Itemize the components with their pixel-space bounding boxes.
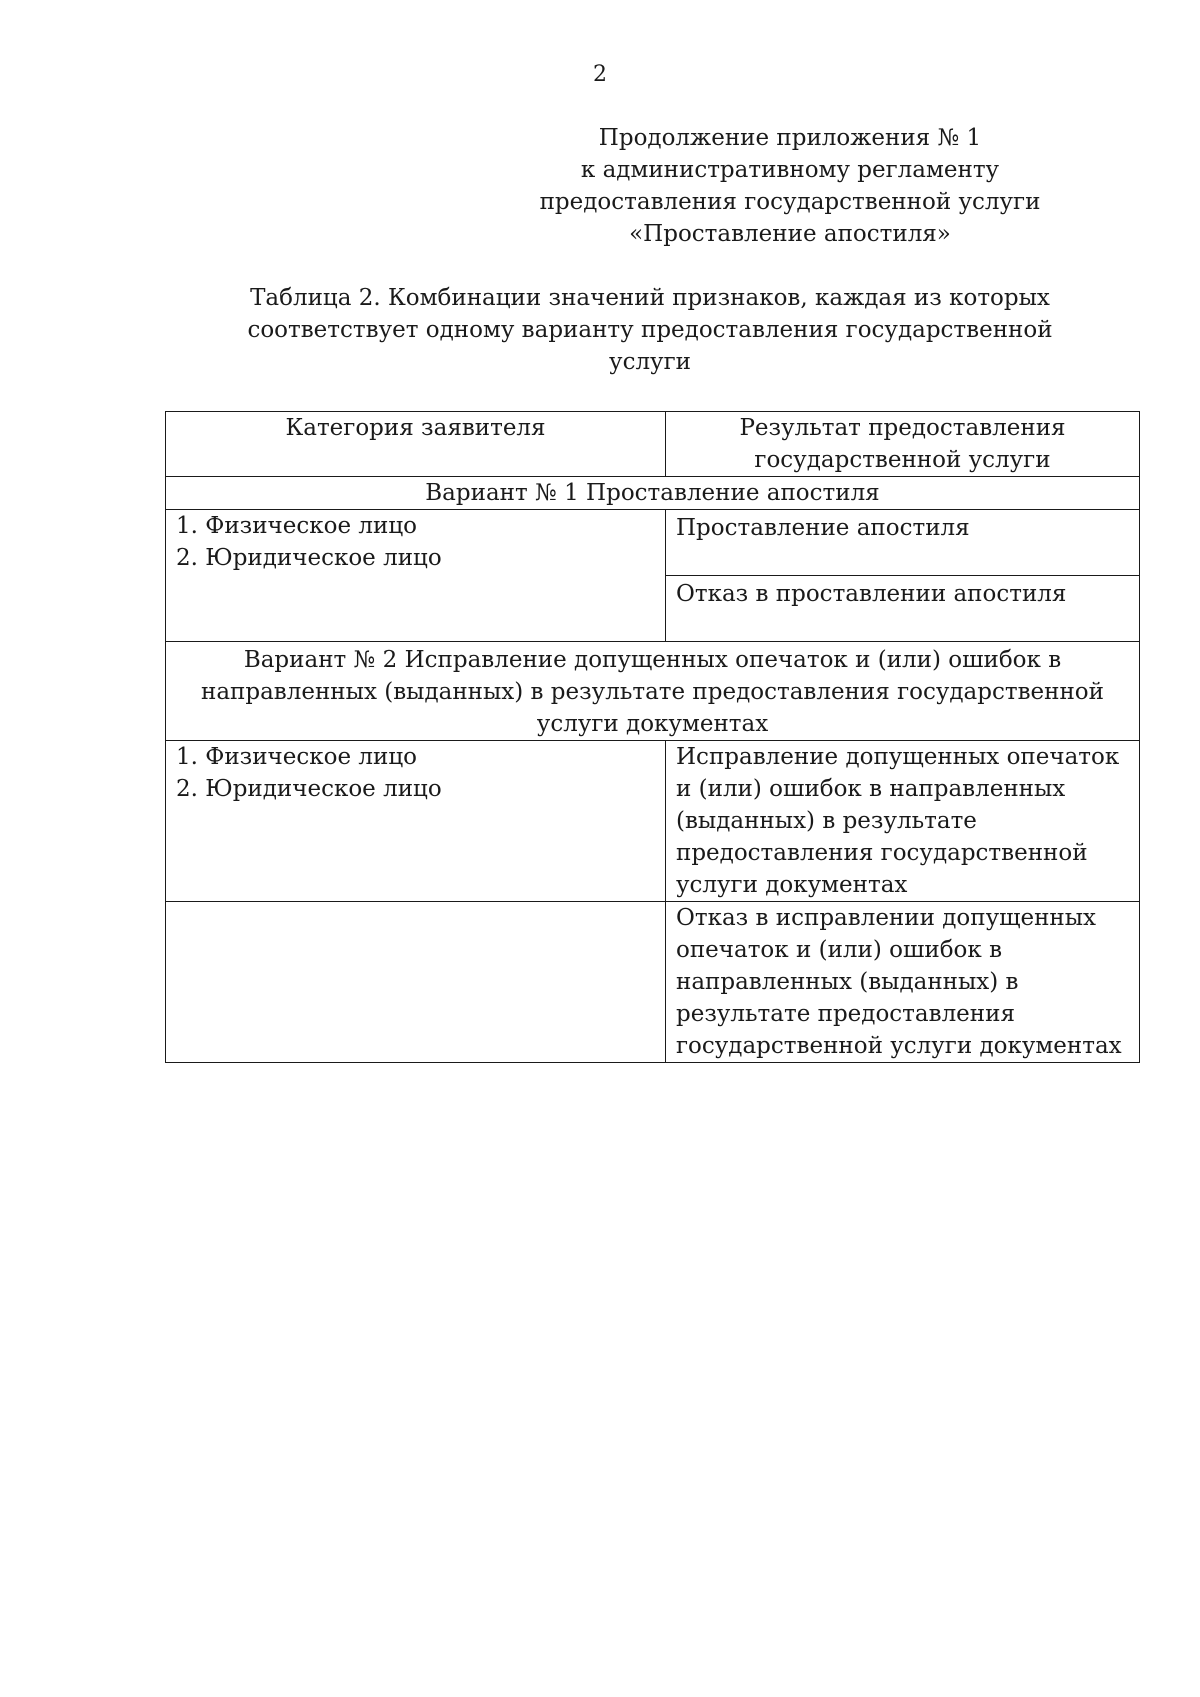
variant2-result-1: Исправление допущенных опечаток и (или) ошибок в направленных (выданных) в результате предоставления государственной услуги документах bbox=[666, 741, 1140, 902]
variant2-empty-cell bbox=[166, 902, 666, 1063]
appendix-header bbox=[520, 122, 1060, 250]
table-row bbox=[166, 741, 1140, 902]
table-caption-line: Таблица 2. Комбинации значений признаков, каждая из которых bbox=[250, 285, 1050, 311]
variant1-applicants bbox=[166, 510, 666, 642]
variant2-applicants bbox=[166, 741, 666, 902]
appendix-header-line: «Проставление апостиля» bbox=[629, 221, 951, 247]
table-caption-line: соответствует одному варианту предоставления государственной bbox=[247, 317, 1053, 343]
table-row bbox=[166, 902, 1140, 1063]
variant-title-row bbox=[166, 477, 1140, 510]
variants-table bbox=[165, 411, 1140, 1063]
appendix-header-line: предоставления государственной услуги bbox=[539, 189, 1041, 215]
applicant-item: 1. Физическое лицо bbox=[176, 513, 417, 539]
appendix-header-line: Продолжение приложения № 1 bbox=[598, 125, 982, 151]
table-row bbox=[166, 510, 1140, 576]
variant1-result-1: Проставление апостиля bbox=[666, 510, 1140, 576]
table-caption-line: услуги bbox=[609, 349, 691, 375]
page-number: 2 bbox=[593, 62, 607, 87]
appendix-header-line: к административному регламенту bbox=[580, 157, 1000, 183]
header-result: Результат предоставления государственной услуги bbox=[666, 412, 1140, 477]
variant-title-row bbox=[166, 642, 1140, 741]
variant2-title: Вариант № 2 Исправление допущенных опечаток и (или) ошибок в направленных (выданных) в результате предоставления государственной услуги документах bbox=[166, 642, 1140, 741]
applicant-item: 2. Юридическое лицо bbox=[176, 545, 442, 571]
applicant-item: 2. Юридическое лицо bbox=[176, 776, 442, 802]
variant1-result-2: Отказ в проставлении апостиля bbox=[666, 576, 1140, 642]
header-category: Категория заявителя bbox=[166, 412, 666, 477]
table-caption bbox=[160, 282, 1140, 378]
applicant-item: 1. Физическое лицо bbox=[176, 744, 417, 770]
table-header-row bbox=[166, 412, 1140, 477]
variant2-result-2: Отказ в исправлении допущенных опечаток и (или) ошибок в направленных (выданных) в результате предоставления государственной услуги документах bbox=[666, 902, 1140, 1063]
variant1-title: Вариант № 1 Проставление апостиля bbox=[166, 477, 1140, 510]
